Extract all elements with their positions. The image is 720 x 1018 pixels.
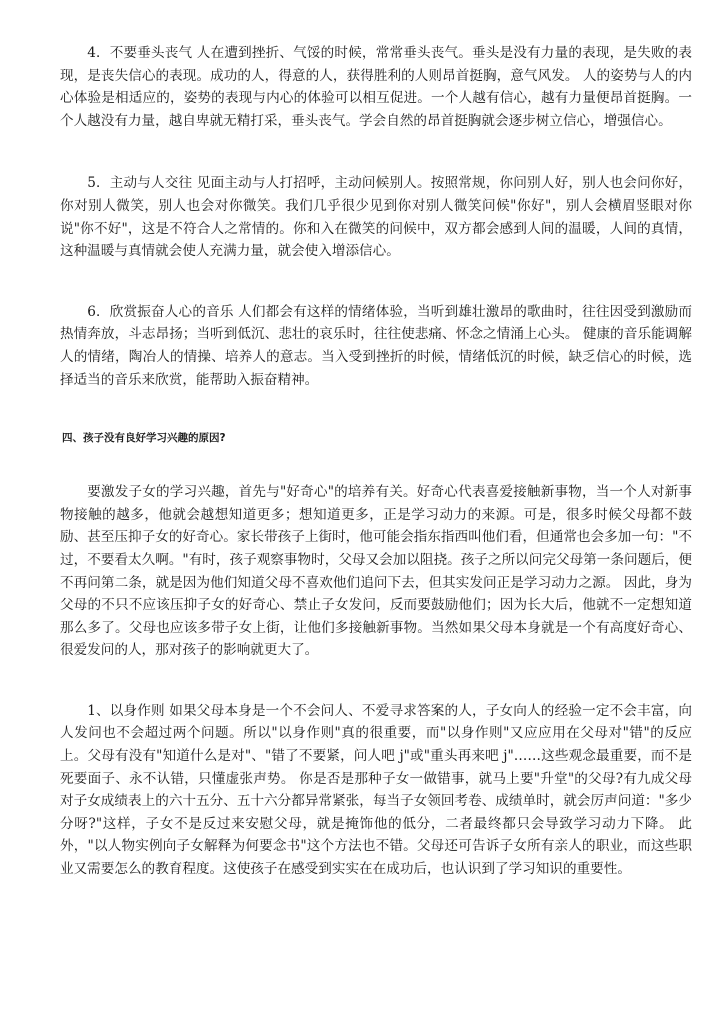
paragraph-point-1: 1、以身作则 如果父母本身是一个不会问人、不爱寻求答案的人，子女向人的经验一定不会丰富，向人发问也不会超过两个问题。所以"以身作则"真的很重要，而"以身作则"又应应用在父母对"错"的反应上。父母有没有"知道什么是对"、"错了不要紧，问人吧 j"或"重头再来吧 j"……这些观念最重要，而不是死要面子、永不认错，只懂虚张声势。 你是否是那种子女一做错事，就马上要"升堂"的父母?有九成父母对子女成绩表上的六十五分、五十六分都异常紧张，每当子女领回考卷、成绩单时，就会厉声问道："多少分呀?"这样，子女不是反过来安慰父母，就是掩饰他的低分，二者最终都只会导致学习动力下降。 此外，"以人物实例向子女解释为何要念书"这个方法也不错。父母还可告诉子女所有亲人的职业，而这些职业又需要怎么的教育程度。这使孩子在感受到实实在在成功后，也认识到了学习知识的重要性。 (60, 702, 692, 878)
paragraph-point-5: 5．主动与人交往 见面主动与人打招呼，主动问候别人。按照常规，你问别人好，别人也会问你好，你对别人微笑，别人也会对你微笑。我们几乎很少见到你对别人微笑问候"你好"，别人会横眉竖眼对你说"你不好"，这是不符合人之常情的。你和入在微笑的问候中，双方都会感到人间的温暖，人间的真情，这种温暖与真情就会使人充满力量，就会使入增添信心。 (60, 175, 692, 260)
section-heading: 四、孩子没有良好学习兴趣的原因? (62, 432, 226, 445)
paragraph-point-4: 4．不要垂头丧气 人在遭到挫折、气馁的时候，常常垂头丧气。垂头是没有力量的表现，是失败的表现，是丧失信心的表现。成功的人，得意的人，获得胜利的人则昂首挺胸，意气风发。 人的姿势与人的内心体验是相适应的，姿势的表现与内心的体验可以相互促进。一个人越有信心，越有力量便昂首挺胸。一个人越没有力量，越自卑就无精打采，垂头丧气。学会自然的昂首挺胸就会逐步树立信心，增强信心。 (60, 45, 692, 129)
paragraph-intro: 要激发子女的学习兴趣，首先与"好奇心"的培养有关。好奇心代表喜爱接触新事物，当一个人对新事物接触的越多，他就会越想知道更多；想知道更多，正是学习动力的来源。可是，很多时候父母都不鼓励、甚至压抑子女的好奇心。家长带孩子上街时，他可能会指东指西叫他们看，但通常也会多加一句："不过，不要看太久啊。"有时，孩子观察事物时，父母又会加以阻挠。孩子之所以问完父母第一条问题后，便不再问第二条，就是因为他们知道父母不喜欢他们追问下去，但其实发问正是学习动力之源。 因此，身为父母的不只不应该压抑子女的好奇心、禁止子女发问，反而要鼓励他们；因为长大后，他就不一定想知道那么多了。父母也应该多带子女上街，让他们多接触新事物。当然如果父母本身就是一个有高度好奇心、很爱发问的人，那对孩子的影响就更大了。 (60, 484, 692, 659)
document-page (60, 42, 692, 881)
paragraph-point-6: 6．欣赏振奋人心的音乐 人们都会有这样的情绪体验，当听到雄壮激昂的歌曲时，往往因受到激励而热情奔放，斗志昂扬；当听到低沉、悲壮的哀乐时，往往使悲痛、怀念之情涌上心头。 健康的音乐能调解人的情绪，陶冶人的情操、培养人的意志。当入受到挫折的时候，情绪低沉的时候，缺乏信心的时候，选择适当的音乐来欣赏，能帮助入振奋精神。 (60, 303, 692, 388)
